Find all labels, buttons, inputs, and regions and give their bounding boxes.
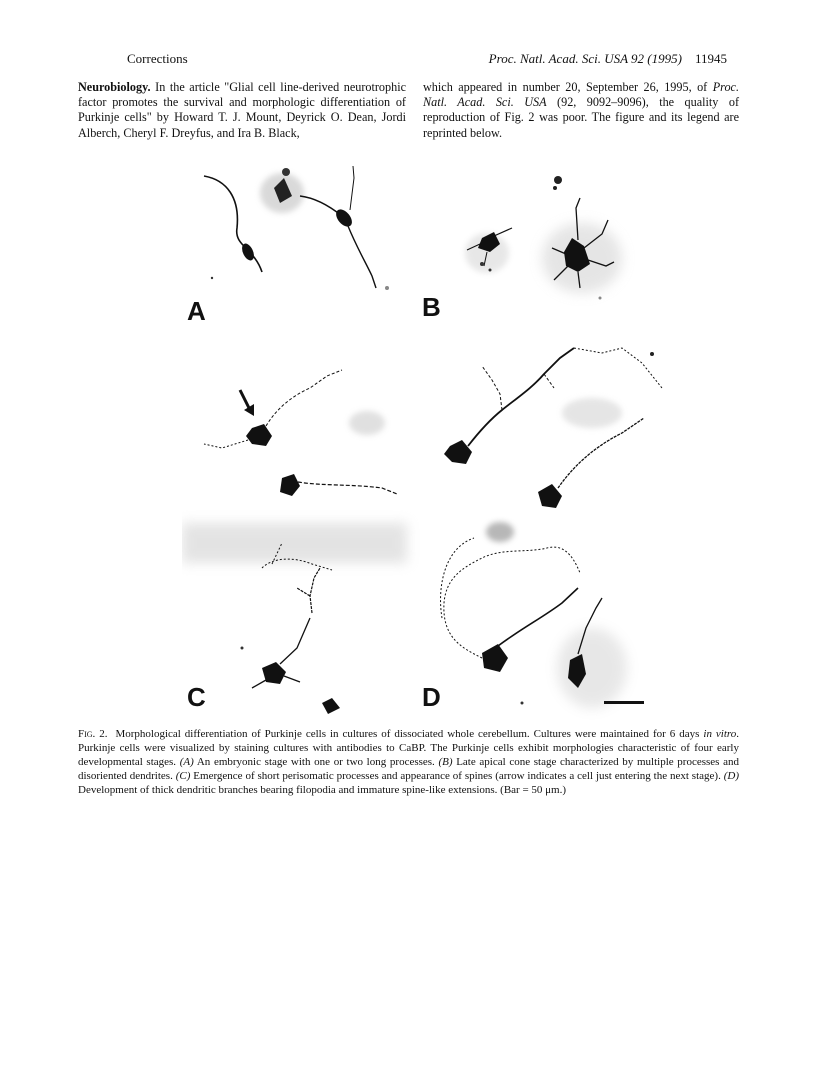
micrograph-image (182, 148, 668, 720)
caption-label: Fig. 2. (78, 728, 108, 740)
journal-name: Proc. Natl. Acad. Sci. USA (423, 80, 739, 110)
journal-citation: Proc. Natl. Acad. Sci. USA 92 (1995) 11945 (488, 51, 727, 66)
figure-caption: Fig. 2. Morphological differentiation of Purkinje cells in cultures of dissociated whole cerebellum. Cultures were maintained for 6 days in vitro. Purkinje cells were visualized by staining cultures with antibodies to CaBP. The Purkinje cells exhibit morphologies characteristic of four early developmental stages. (A) An embryonic stage with one or two long processes. (B) Late apical cone stage characterized by multiple processes and disoriented dendrites. (C) Emergence of short perisomatic processes and appearance of spines (arrow indicates a cell just entering the next stage). (D) Development of thick dendritic branches bearing filopodia and immature spine-like extensions. (Bar = 50 μm.) (78, 728, 740, 796)
panel-label-c: C (187, 682, 206, 712)
scale-bar (604, 701, 644, 704)
figure-2-micrographs (182, 148, 668, 720)
article-text-left (78, 80, 406, 141)
subject-heading: Neurobiology. (78, 80, 151, 94)
section-title: Corrections (127, 51, 188, 66)
page-number: 11945 (694, 51, 727, 66)
article-intro: In the article "Glial cell line-derived neurotrophic factor promotes the survival and morphologic differentiation of Purkinje cells" by Howard T. J. Mount, Deyrick O. Dean, Jordi Alberch, Cheryl F. Dreyfus, and Ira B. Black, (78, 80, 407, 140)
panel-label-b: B (422, 292, 441, 322)
article-text-right: which appeared in number 20, September 26, 1995, of Proc. Natl. Acad. Sci. USA (92, 9092–9096), the quality of reproduction of Fig. 2 was poor. The figure and its legend are reprinted below. (423, 80, 740, 140)
panel-c-image (182, 370, 407, 714)
panel-d-image (441, 348, 662, 708)
panel-label-a: A (187, 296, 206, 326)
panel-label-d: D (422, 682, 441, 712)
panel-b-image (465, 176, 622, 300)
running-header (127, 51, 727, 69)
panel-a-image (204, 166, 389, 290)
